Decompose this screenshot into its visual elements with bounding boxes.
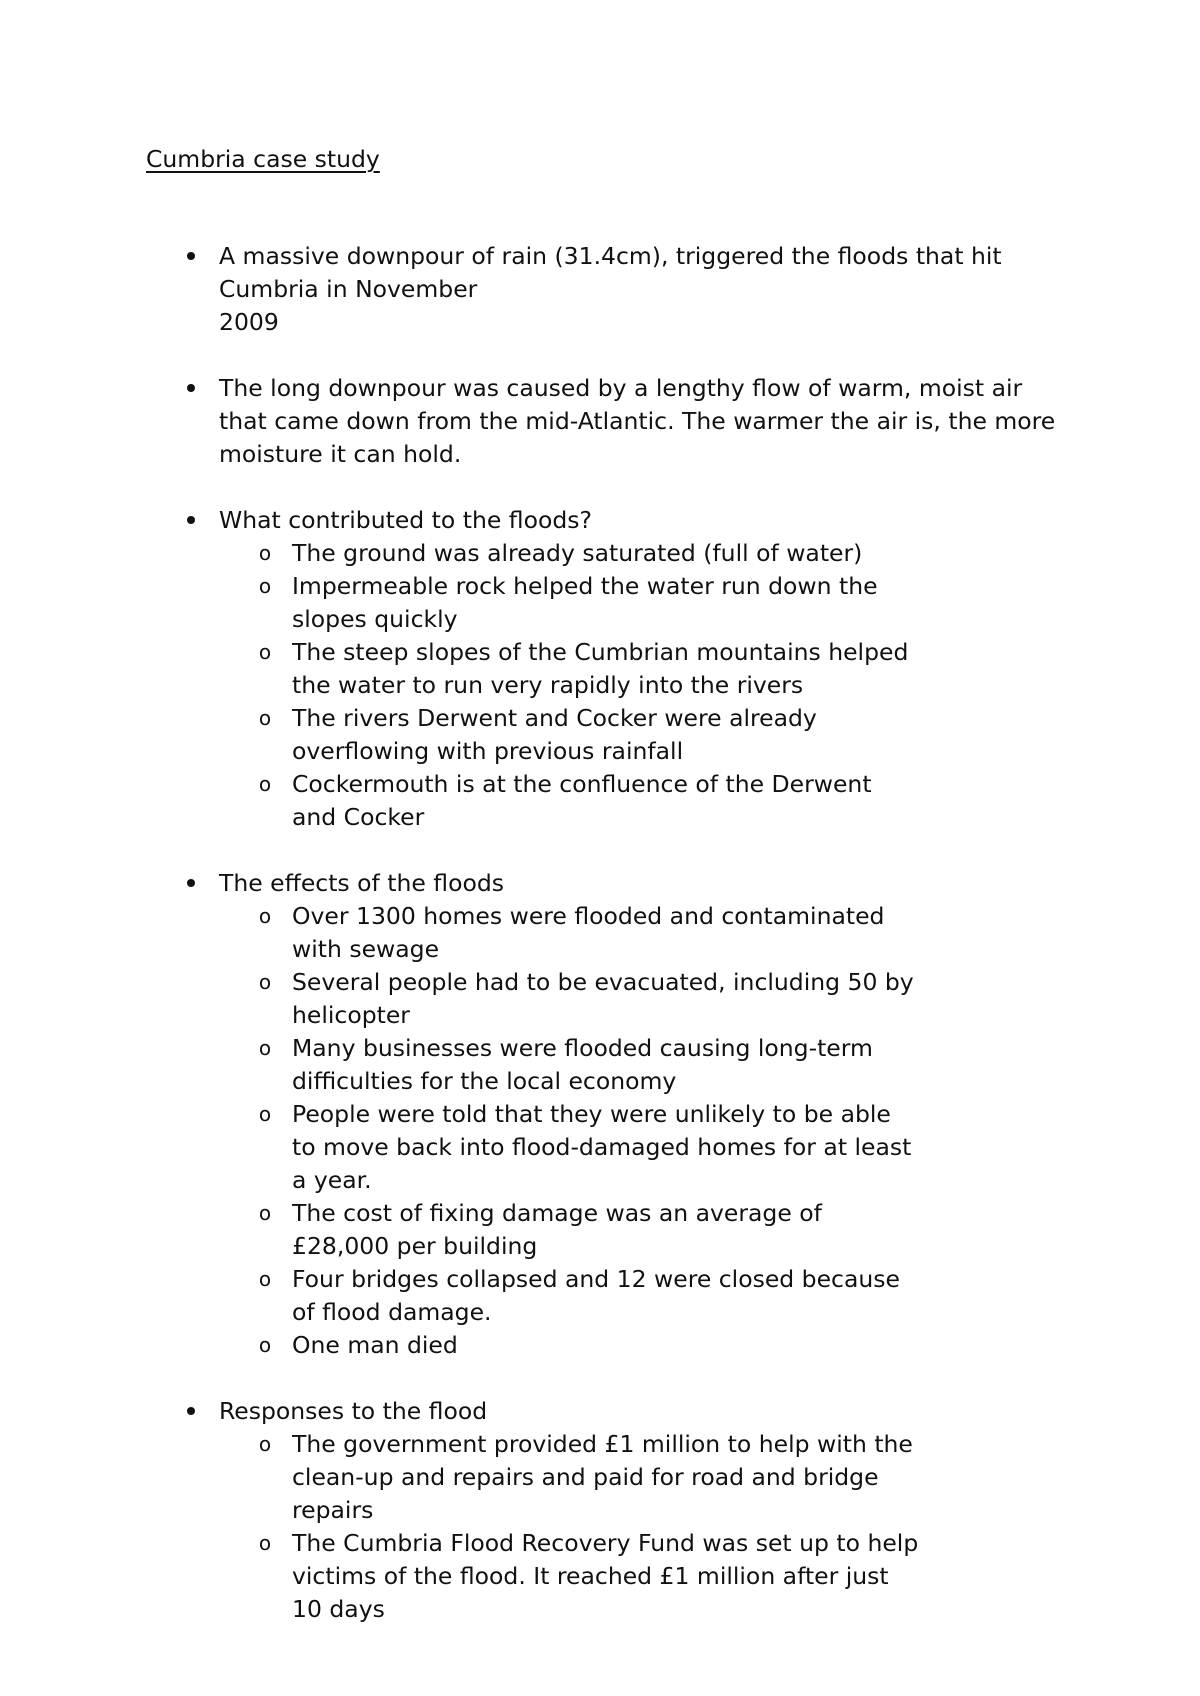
bullet-dot-icon	[184, 1395, 198, 1428]
sub-bullet-marker: o	[258, 541, 272, 565]
sub-bullet-item	[0, 636, 1060, 702]
sub-bullet-text: The rivers Derwent and Cocker were already overflowing with previous rainfall	[292, 704, 817, 765]
bullet-text: A massive downpour of rain (31.4cm), triggered the floods that hit	[219, 242, 1002, 270]
sub-bullet-text: People were told that they were unlikely to be able to move back into flood-damaged homes for at least a year.	[292, 1100, 912, 1194]
sub-bullet-item	[0, 702, 1060, 768]
sub-bullet-marker: o	[258, 1201, 272, 1225]
bullet-text: What contributed to the floods?	[219, 506, 592, 534]
sub-bullet-item	[0, 900, 1060, 966]
sub-bullet-marker: o	[258, 1531, 272, 1555]
bullet-dot-icon	[184, 504, 198, 537]
sub-bullet-item	[0, 570, 1060, 636]
sub-bullet-item	[0, 768, 1060, 834]
sub-bullet-list	[0, 537, 1060, 834]
sub-bullet-marker: o	[258, 574, 272, 598]
sub-bullet-text: Cockermouth is at the confluence of the Derwent and Cocker	[292, 770, 872, 831]
sub-bullet-item	[0, 966, 1060, 1032]
sub-bullet-item	[0, 1329, 1060, 1362]
bullet-dot-icon	[184, 240, 198, 273]
sub-bullet-list	[0, 900, 1060, 1362]
sub-bullet-text: The ground was already saturated (full of water)	[292, 539, 863, 567]
bullet-item	[0, 504, 1200, 834]
sub-bullet-marker: o	[258, 640, 272, 664]
bullet-text: 2009	[219, 308, 279, 336]
sub-bullet-text: The steep slopes of the Cumbrian mountains helped the water to run very rapidly into the rivers	[292, 638, 909, 699]
sub-bullet-item	[0, 537, 1060, 570]
sub-bullet-text: One man died	[292, 1331, 458, 1359]
sub-bullet-text: The cost of fixing damage was an average of £28,000 per building	[292, 1199, 822, 1260]
sub-bullet-text: Several people had to be evacuated, including 50 by helicopter	[292, 968, 914, 1029]
sub-bullet-item	[0, 1197, 1060, 1263]
sub-bullet-list	[0, 1428, 1060, 1626]
bullet-list	[0, 240, 1200, 1659]
sub-bullet-text: Over 1300 homes were flooded and contaminated with sewage	[292, 902, 885, 963]
sub-bullet-marker: o	[258, 706, 272, 730]
sub-bullet-marker: o	[258, 970, 272, 994]
sub-bullet-marker: o	[258, 1432, 272, 1456]
sub-bullet-item	[0, 1032, 1060, 1098]
bullet-item	[0, 240, 1200, 339]
bullet-dot-icon	[184, 867, 198, 900]
sub-bullet-marker: o	[258, 1036, 272, 1060]
sub-bullet-text: Four bridges collapsed and 12 were closed because of flood damage.	[292, 1265, 900, 1326]
bullet-item	[0, 1395, 1200, 1626]
sub-bullet-text: Impermeable rock helped the water run down the slopes quickly	[292, 572, 878, 633]
sub-bullet-item	[0, 1263, 1060, 1329]
sub-bullet-marker: o	[258, 1102, 272, 1126]
sub-bullet-marker: o	[258, 904, 272, 928]
bullet-text: Cumbria in November	[219, 275, 478, 303]
sub-bullet-item	[0, 1428, 1060, 1527]
bullet-dot-icon	[184, 372, 198, 405]
bullet-text: The effects of the floods	[219, 869, 505, 897]
document-title: Cumbria case study	[146, 145, 380, 173]
sub-bullet-marker: o	[258, 1333, 272, 1357]
bullet-text: Responses to the flood	[219, 1397, 488, 1425]
sub-bullet-text: The government provided £1 million to help with the clean-up and repairs and paid for road and bridge repairs	[292, 1430, 913, 1524]
bullet-item	[0, 372, 1200, 471]
sub-bullet-text: The Cumbria Flood Recovery Fund was set up to help victims of the flood. It reached £1 million after just 10 days	[292, 1529, 919, 1623]
sub-bullet-marker: o	[258, 1267, 272, 1291]
sub-bullet-item	[0, 1527, 1060, 1626]
sub-bullet-marker: o	[258, 772, 272, 796]
bullet-item	[0, 867, 1200, 1362]
bullet-text: The long downpour was caused by a lengthy flow of warm, moist air that came down from the mid-Atlantic. The warmer the air is, the more moisture it can hold.	[219, 374, 1056, 468]
sub-bullet-item	[0, 1098, 1060, 1197]
sub-bullet-text: Many businesses were flooded causing long-term difficulties for the local economy	[292, 1034, 873, 1095]
